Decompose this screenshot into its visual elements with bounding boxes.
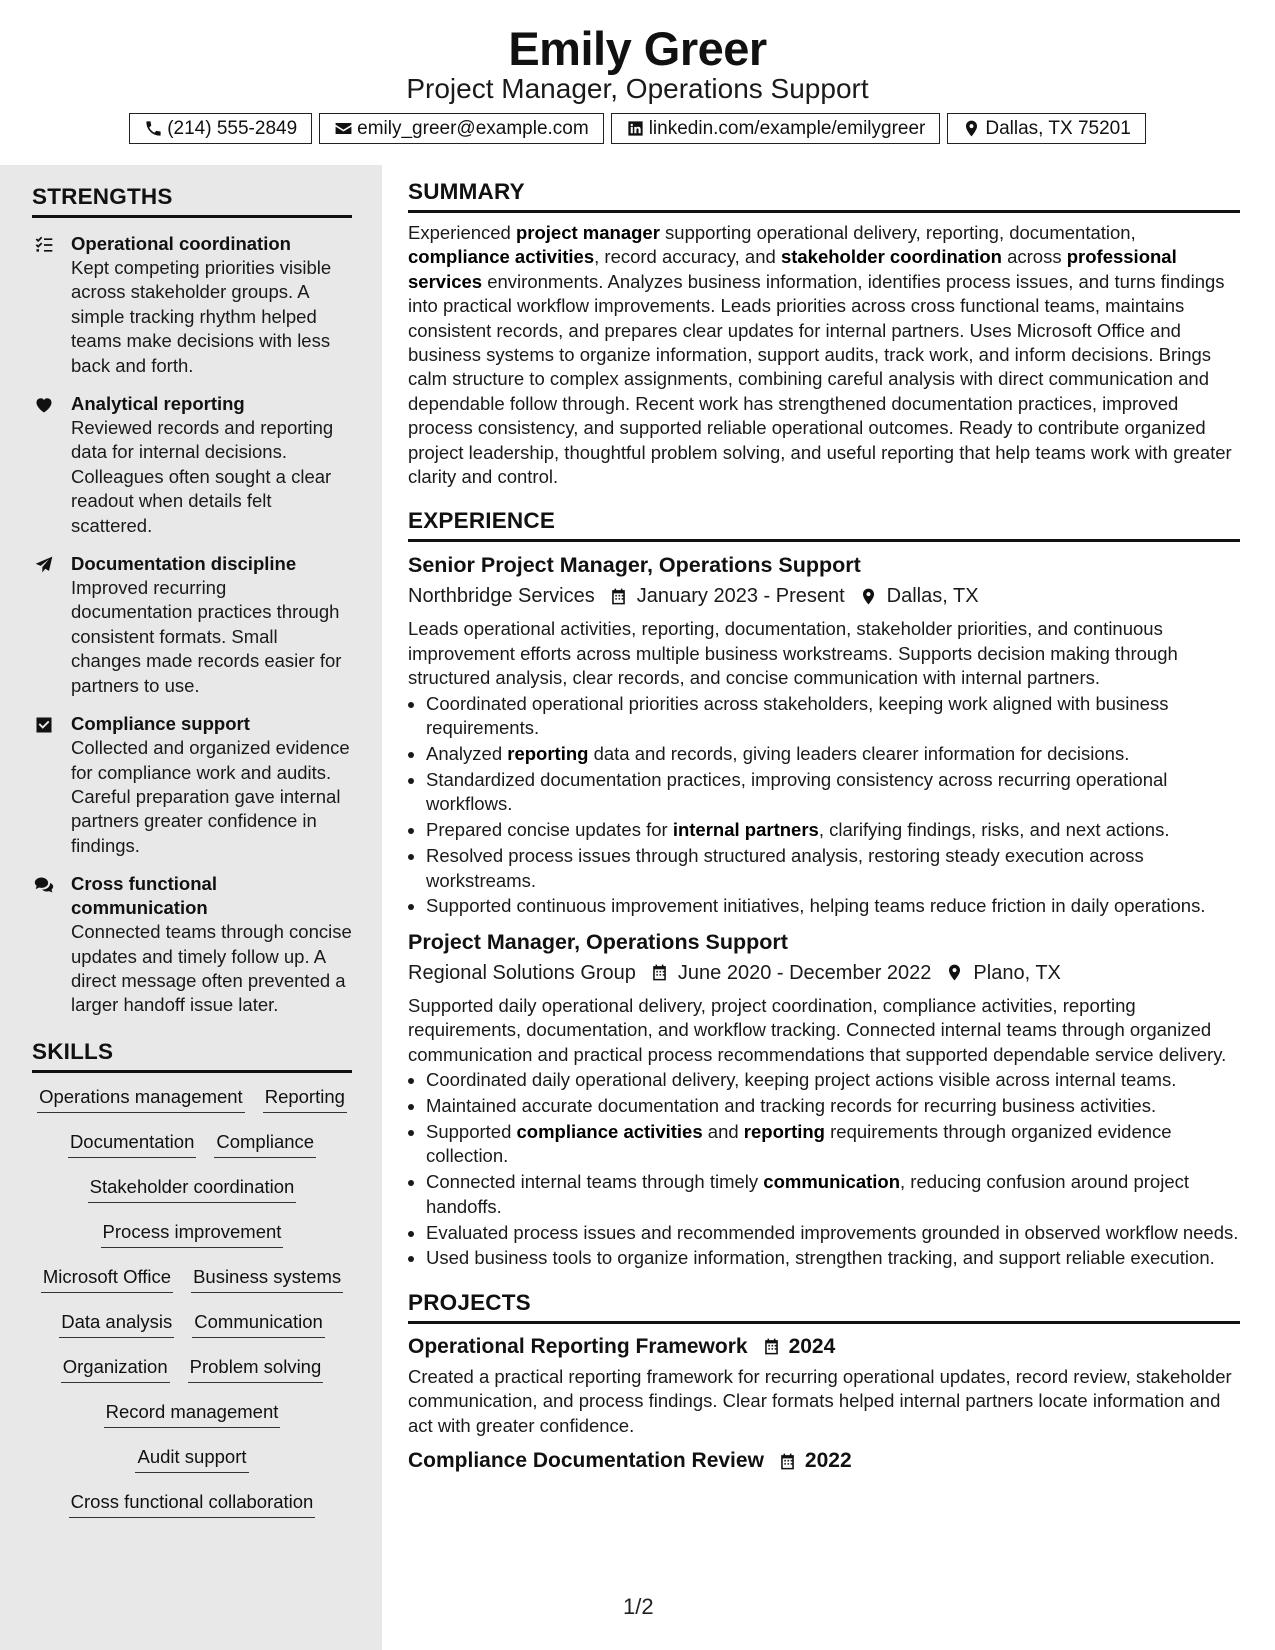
job-dates-text: June 2020 - December 2022 (677, 961, 932, 984)
skill-tag: Cross functional collaboration (69, 1490, 316, 1518)
skill-tag: Documentation (68, 1130, 196, 1158)
job-bullet: • Resolved process issues through structured analysis, restoring steady execution across workstreams. (426, 844, 1240, 893)
skill-tag: Communication (192, 1310, 325, 1338)
job-title: Senior Project Manager, Operations Support (408, 553, 861, 578)
skill-tag: Microsoft Office (41, 1265, 173, 1293)
contact-location (947, 113, 1145, 144)
project-entry (408, 1332, 1240, 1438)
job-bullet: • Coordinated daily operational delivery, keeping project actions visible across internal teams. (426, 1068, 1240, 1092)
strength-title: Compliance support (71, 713, 250, 735)
projects-heading: PROJECTS (408, 1289, 1240, 1324)
job-location (859, 582, 979, 610)
project-description: Created a practical reporting framework for recurring operational updates, record review, stakeholder communication, and process findings. Clear formats helped internal partners locate information and act with greater confidence. (408, 1365, 1232, 1436)
summary-text: Experienced project manager supporting operational delivery, reporting, documentation, compliance activities, record accuracy, and stakeholder coordination across professional services environments. Analyzes business information, identifies process issues, and turns findings into practical workflow improvements. Leads priorities across cross functional teams, maintains consistent records, and prepares clear updates for internal partners. Uses Microsoft Office and business systems to organize information, support audits, track work, and inform decisions. Brings calm structure to complex assignments, combining careful analysis with direct communication and dependable follow through. Recent work has strengthened documentation practices, improved process consistency, and supported reliable operational outcomes. Ready to contribute organized project leadership, thoughtful problem solving, and useful reporting that help teams work with greater clarity and control. (408, 222, 1232, 488)
job-dates-text: January 2023 - Present (636, 585, 845, 608)
company-name: Regional Solutions Group (408, 961, 636, 984)
job-bullet: • Prepared concise updates for internal partners, clarifying findings, risks, and next actions. (426, 818, 1240, 842)
strength-item (32, 392, 352, 538)
job-description: Leads operational activities, reporting, documentation, stakeholder priorities, and continuous improvement efforts across multiple business workstreams. Supports decision making through structured analysis, clear records, and concise communication with internal partners. (408, 618, 1178, 689)
project-header (408, 1332, 1240, 1362)
strength-title: Cross functional communication (71, 873, 217, 919)
company-name: Northbridge Services (408, 585, 595, 608)
job-bullet: • Connected internal teams through timely communication, reducing confusion around project handoffs. (426, 1170, 1240, 1219)
skill-tag: Organization (61, 1355, 170, 1383)
strength-description: Reviewed records and reporting data for internal decisions. Colleagues often sought a clear readout when details felt scattered. (71, 417, 334, 536)
envelope-icon (334, 119, 353, 138)
paper-plane-icon (34, 555, 54, 575)
job-bullet: • Supported continuous improvement initiatives, helping teams reduce friction in daily operations. (426, 894, 1240, 918)
map-pin-icon (945, 963, 964, 982)
skill-tag: Stakeholder coordination (88, 1175, 297, 1203)
job-bullets (408, 1068, 1240, 1271)
job-bullet: • Supported compliance activities and reporting requirements through organized evidence collection. (426, 1120, 1240, 1169)
skill-tag: Compliance (214, 1130, 316, 1158)
list-check-icon (34, 235, 54, 255)
contact-phone[interactable] (129, 113, 312, 144)
contact-bar (0, 113, 1275, 144)
skill-tag: Business systems (191, 1265, 343, 1293)
calendar-icon (762, 1337, 781, 1356)
job-bullet: • Analyzed reporting data and records, giving leaders clearer information for decisions. (426, 742, 1240, 766)
experience-heading: EXPERIENCE (408, 507, 1240, 542)
strength-description: Collected and organized evidence for compliance work and audits. Careful preparation gave internal partners greater confidence in findings. (71, 737, 350, 856)
skill-tag: Process improvement (101, 1220, 284, 1248)
job-location (945, 959, 1060, 987)
job-bullet: • Evaluated process issues and recommended improvements grounded in observed workflow needs. (426, 1221, 1240, 1245)
project-entry (408, 1446, 1240, 1476)
strength-description: Improved recurring documentation practices through consistent formats. Small changes made records easier for partners to use. (71, 577, 342, 696)
job-dates (609, 582, 845, 610)
project-title: Compliance Documentation Review (408, 1449, 764, 1473)
sidebar (0, 165, 382, 1650)
summary-heading: SUMMARY (408, 178, 1240, 213)
project-year-text: 2024 (788, 1334, 836, 1358)
map-pin-icon (859, 587, 878, 606)
strength-item (32, 232, 352, 378)
job-description: Supported daily operational delivery, project coordination, compliance activities, reporting requirements, documentation, and workflow tracking. Connected internal teams through organized communication and practical process recommendations that supported dependable service delivery. (408, 994, 1227, 1065)
skills-heading: SKILLS (32, 1038, 352, 1073)
map-pin-icon (962, 119, 981, 138)
job-meta (408, 959, 1240, 987)
job-bullet: • Maintained accurate documentation and tracking records for recurring business activities. (426, 1094, 1240, 1118)
job-meta (408, 582, 1240, 610)
candidate-name: Emily Greer (508, 22, 767, 75)
job-bullet: • Used business tools to organize information, strengthen tracking, and support reliable execution. (426, 1246, 1240, 1270)
phone-text: (214) 555-2849 (167, 117, 298, 139)
skills-list (32, 1085, 352, 1535)
strength-description: Kept competing priorities visible across stakeholder groups. A simple tracking rhythm helped teams make decisions with less back and forth. (71, 257, 332, 376)
job-bullet: • Coordinated operational priorities across stakeholders, keeping work aligned with business requirements. (426, 692, 1240, 741)
strength-title: Documentation discipline (71, 553, 297, 575)
resume-header (0, 0, 1275, 160)
skill-tag: Operations management (37, 1085, 245, 1113)
calendar-icon (778, 1452, 797, 1471)
skill-tag: Audit support (135, 1445, 248, 1473)
phone-icon (144, 119, 163, 138)
main-content (408, 178, 1240, 1476)
strength-item (32, 872, 352, 1018)
contact-linkedin[interactable] (611, 113, 941, 144)
job-bullets (408, 692, 1240, 919)
strength-title: Operational coordination (71, 233, 291, 254)
strength-title: Analytical reporting (71, 393, 245, 415)
skill-tag: Record management (104, 1400, 281, 1428)
skill-tag: Problem solving (188, 1355, 324, 1383)
job-title: Project Manager, Operations Support (408, 929, 788, 954)
location-text: Dallas, TX 75201 (985, 117, 1131, 139)
project-year-text: 2022 (804, 1449, 852, 1473)
project-year (762, 1332, 836, 1362)
project-title: Operational Reporting Framework (408, 1334, 748, 1358)
linkedin-icon (626, 119, 645, 138)
job-dates (650, 959, 932, 987)
skill-tag: Data analysis (59, 1310, 174, 1338)
comments-icon (34, 875, 54, 895)
strength-item (32, 712, 352, 858)
email-text: emily_greer@example.com (357, 117, 589, 139)
calendar-icon (609, 587, 628, 606)
project-year (778, 1446, 852, 1476)
skill-tag: Reporting (263, 1085, 347, 1113)
strength-description: Connected teams through concise updates and timely follow up. A direct message often prevented a larger handoff issue later. (71, 921, 352, 1016)
strength-item (32, 552, 352, 698)
strengths-heading: STRENGTHS (32, 183, 352, 218)
job-location-text: Dallas, TX (886, 585, 979, 608)
calendar-icon (650, 963, 669, 982)
job-entry (408, 550, 1240, 918)
job-bullet: • Standardized documentation practices, improving consistency across recurring operational workflows. (426, 768, 1240, 817)
checkbox-icon (34, 715, 54, 735)
heart-icon (34, 395, 54, 415)
page-number: 1/2 (623, 1594, 654, 1619)
contact-email[interactable] (319, 113, 604, 144)
candidate-headline: Project Manager, Operations Support (406, 73, 869, 104)
project-header (408, 1446, 1240, 1476)
linkedin-text: linkedin.com/example/emilygreer (648, 117, 926, 139)
job-entry (408, 927, 1240, 1271)
job-location-text: Plano, TX (973, 961, 1061, 984)
